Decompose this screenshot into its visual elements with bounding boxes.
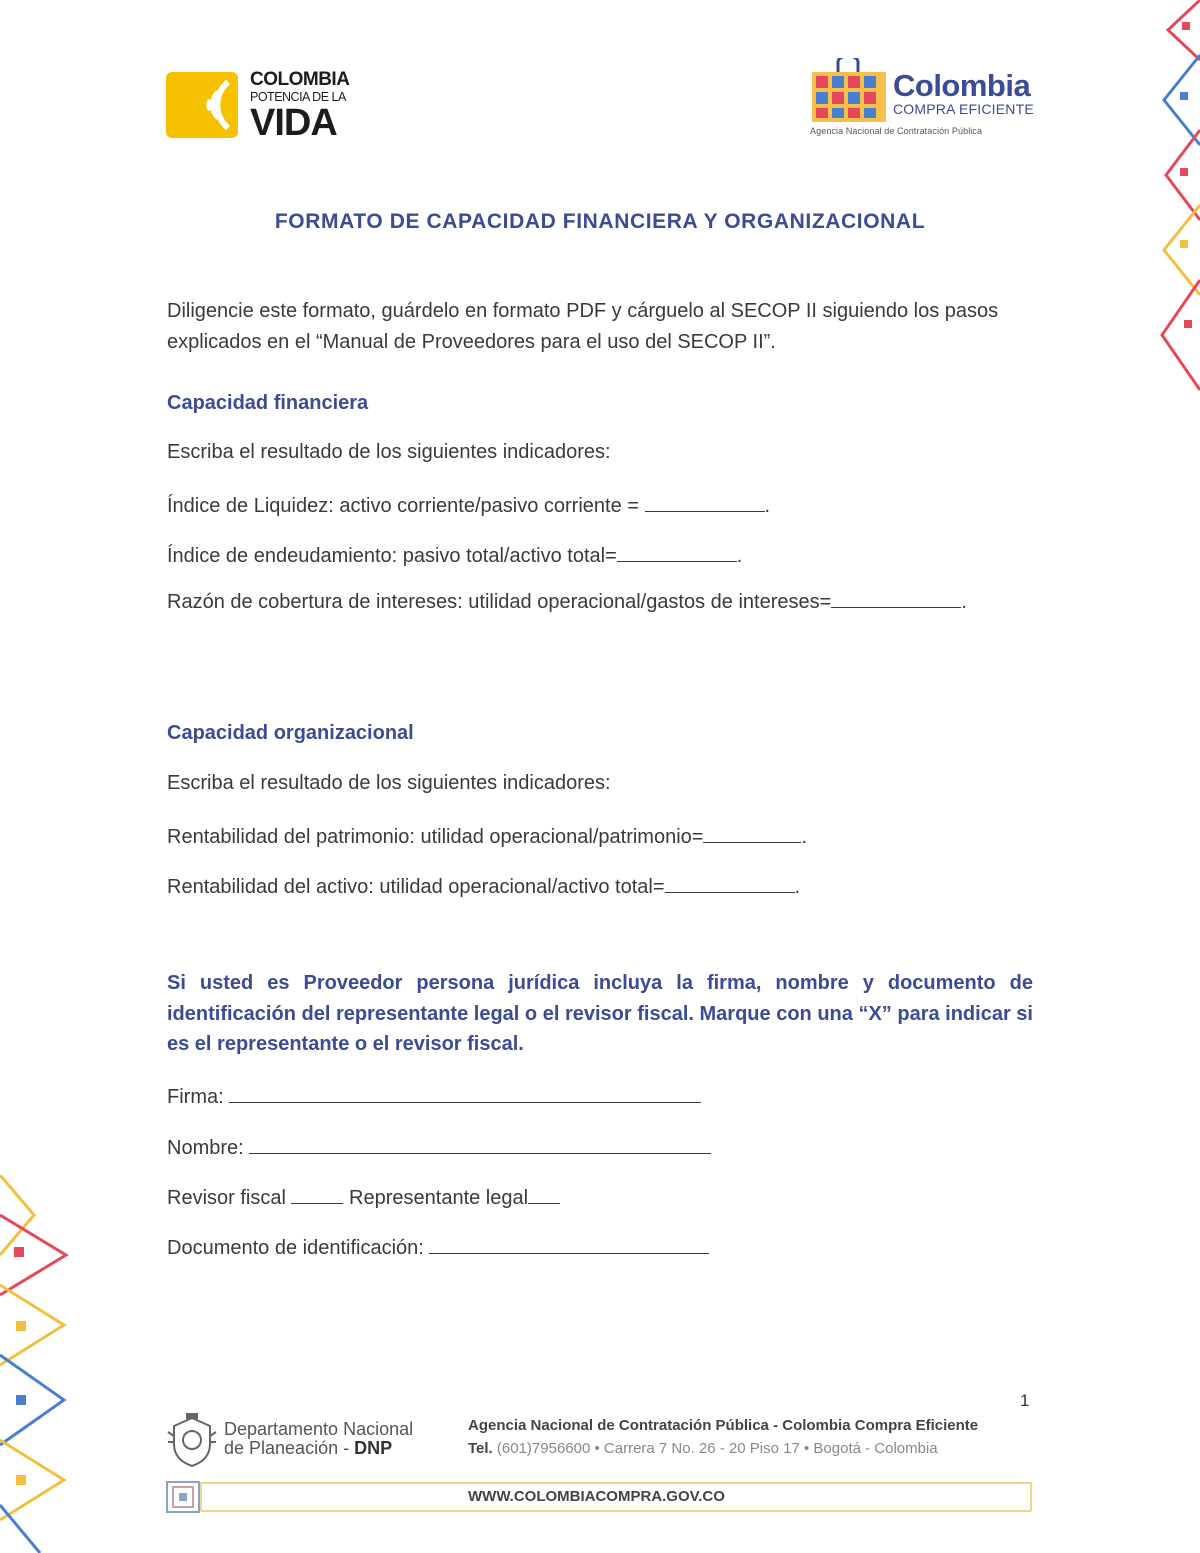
- decorative-pattern-bottom-left: [0, 1175, 72, 1553]
- signature-note: Si usted es Proveedor persona jurídica incluya la firma, nombre y documento de identificación del representante legal o el revisor fiscal. Marque con una “X” para indicar si es el representante o el revisor fiscal.: [167, 972, 1033, 1055]
- coverage-row: [167, 587, 1033, 618]
- nombre-row: [167, 1133, 711, 1160]
- logo-line-2: POTENCIA DE LA: [250, 90, 346, 104]
- intro-paragraph: Diligencie este formato, guárdelo en formato PDF y cárguelo al SECOP II siguiendo los pasos explicados en el “Manual de Proveedores para el uso del SECOP II”.: [167, 300, 999, 353]
- logo-right-subtitle: Agencia Nacional de Contratación Pública: [810, 126, 983, 136]
- dnp-line-1: Departamento Nacional: [224, 1419, 414, 1439]
- documento-field[interactable]: [429, 1233, 709, 1254]
- coverage-field[interactable]: [831, 587, 961, 608]
- liquidity-field[interactable]: [645, 491, 765, 512]
- footer-contact: [468, 1440, 938, 1457]
- nombre-field[interactable]: [249, 1133, 711, 1154]
- representante-checkbox-field[interactable]: [528, 1183, 560, 1204]
- coverage-period: .: [961, 591, 967, 613]
- dnp-acronym: DNP: [354, 1438, 393, 1458]
- financial-instruction: Escriba el resultado de los siguientes indicadores:: [167, 441, 611, 463]
- firma-label: Firma:: [167, 1086, 224, 1108]
- dnp-line-2a: de Planeación -: [224, 1438, 355, 1458]
- coverage-label: Razón de cobertura de intereses: utilidad operacional/gastos de intereses=: [167, 591, 832, 613]
- decorative-pattern-top-right: [1128, 0, 1200, 400]
- dnp-line-2: [224, 1439, 413, 1458]
- document-title: FORMATO DE CAPACIDAD FINANCIERA Y ORGANIZACIONAL: [274, 210, 926, 233]
- website-link[interactable]: WWW.COLOMBIACOMPRA.GOV.CO: [468, 1488, 725, 1505]
- documento-label: Documento de identificación:: [167, 1237, 424, 1259]
- footer-contact-details: (601)7956600 • Carrera 7 No. 26 - 20 Piso 17 • Bogotá - Colombia: [492, 1440, 938, 1457]
- colombia-potencia-logo: [250, 70, 349, 142]
- colombia-compra-eficiente-logo-icon: [810, 58, 888, 124]
- firma-field[interactable]: [229, 1082, 701, 1103]
- organizational-heading: Capacidad organizacional: [167, 722, 414, 744]
- dnp-seal-icon: [166, 1412, 218, 1468]
- logo-line-3: VIDA: [250, 101, 337, 144]
- footer-tel-label: Tel.: [468, 1440, 493, 1457]
- documento-row: [167, 1233, 709, 1260]
- colombia-potencia-logo-icon: [166, 72, 238, 138]
- colombia-compra-eficiente-logo: [893, 70, 1034, 116]
- nombre-label: Nombre:: [167, 1137, 244, 1159]
- firma-row: [167, 1082, 701, 1109]
- website-pattern-icon: [166, 1481, 200, 1513]
- page-number: 1: [1020, 1391, 1030, 1410]
- equity-return-field[interactable]: [703, 822, 801, 843]
- equity-return-label: Rentabilidad del patrimonio: utilidad operacional/patrimonio=: [167, 826, 704, 848]
- debt-label: Índice de endeudamiento: pasivo total/activo total=: [167, 545, 617, 567]
- logo-right-line-2: COMPRA EFICIENTE: [893, 101, 1034, 117]
- financial-heading: Capacidad financiera: [167, 392, 369, 414]
- equity-return-row: [167, 822, 807, 849]
- asset-return-field[interactable]: [665, 872, 795, 893]
- liquidity-period: .: [764, 495, 771, 517]
- dnp-name: [224, 1420, 413, 1458]
- revisor-label: Revisor fiscal: [167, 1187, 286, 1209]
- footer-agency: Agencia Nacional de Contratación Pública - Colombia Compra Eficiente: [468, 1417, 979, 1434]
- liquidity-row: [167, 491, 770, 518]
- revisor-checkbox-field[interactable]: [291, 1183, 343, 1204]
- equity-return-period: .: [801, 826, 808, 848]
- debt-field[interactable]: [617, 541, 737, 562]
- role-row: [167, 1183, 560, 1210]
- liquidity-label: Índice de Liquidez: activo corriente/pasivo corriente =: [167, 495, 645, 517]
- asset-return-row: [167, 872, 800, 899]
- representante-label: Representante legal: [349, 1187, 529, 1209]
- logo-right-line-1: Colombia: [893, 68, 1031, 103]
- asset-return-label: Rentabilidad del activo: utilidad operacional/activo total=: [167, 876, 665, 898]
- organizational-instruction: Escriba el resultado de los siguientes indicadores:: [167, 772, 611, 794]
- debt-row: [167, 541, 742, 568]
- debt-period: .: [736, 545, 743, 567]
- asset-return-period: .: [794, 876, 801, 898]
- logo-line-1: COLOMBIA: [250, 69, 350, 90]
